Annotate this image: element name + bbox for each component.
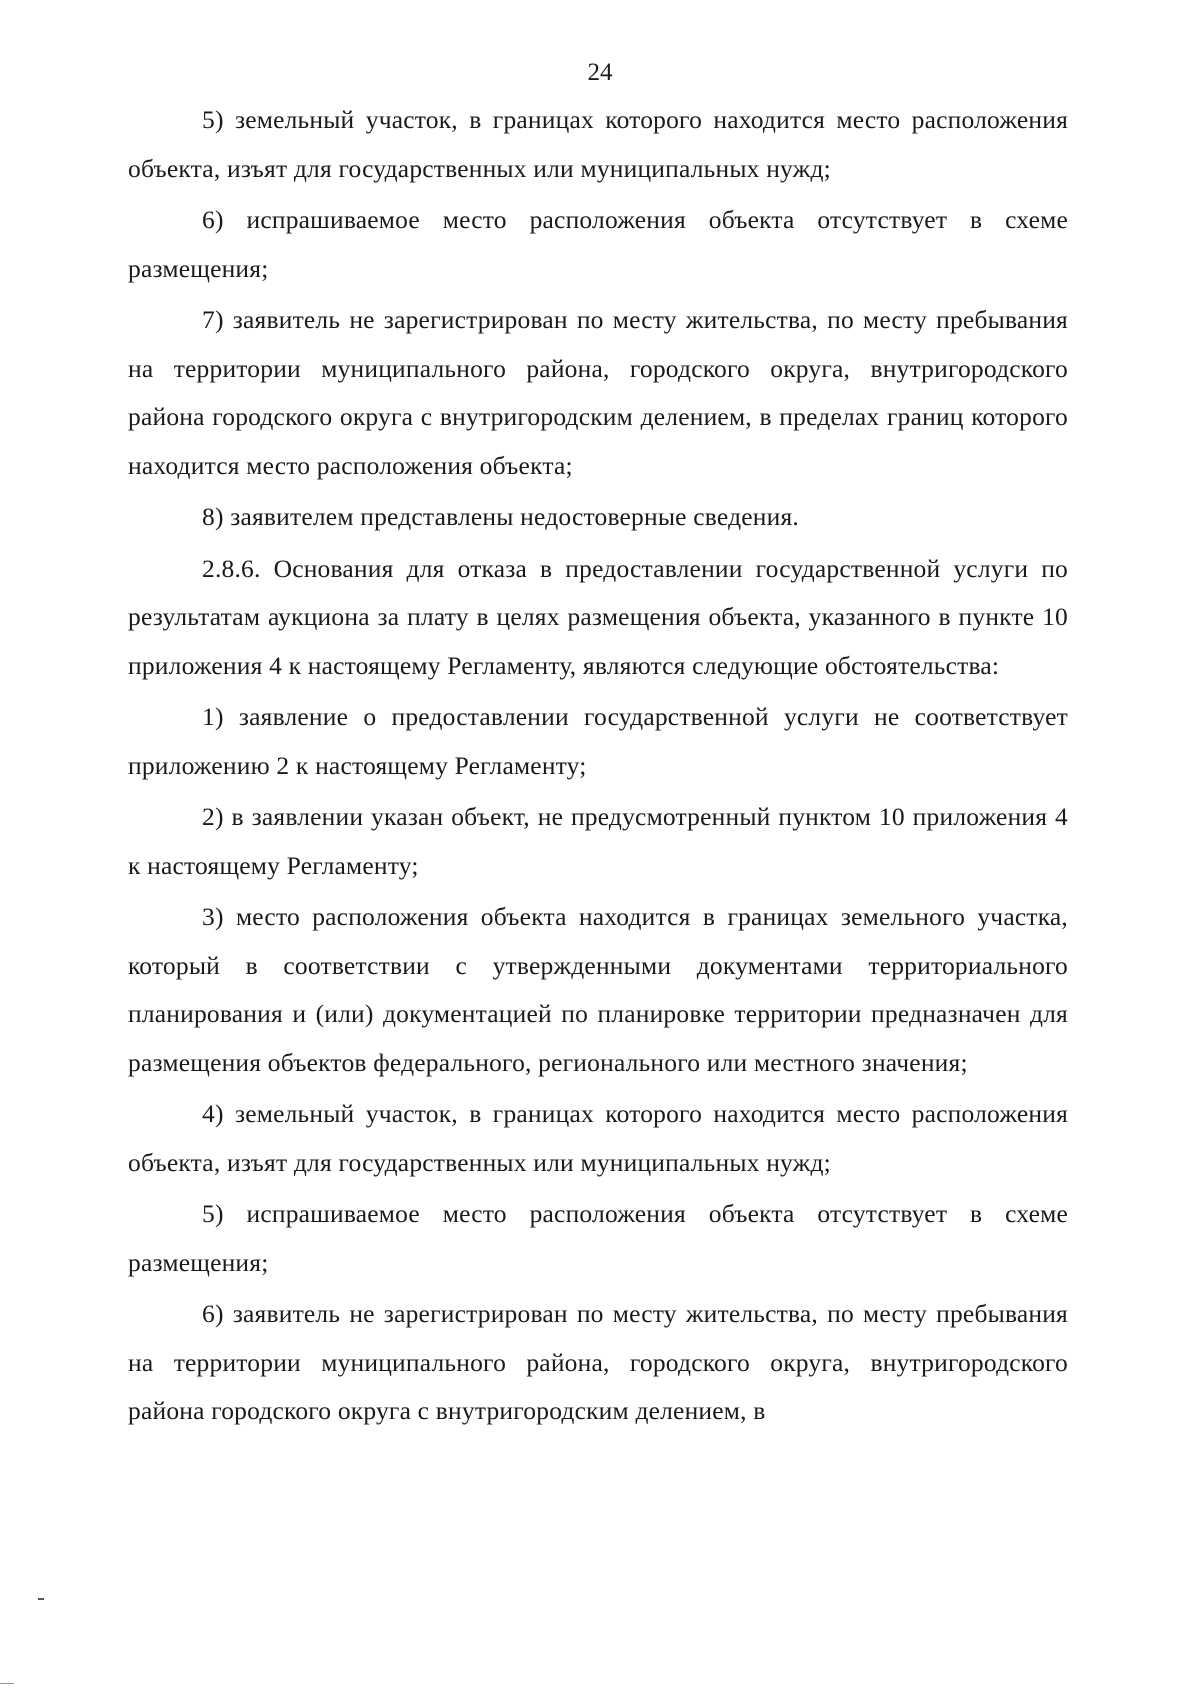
paragraph-item-1-application-mismatch: 1) заявление о предоставлении государственной услуги не соответствует приложению 2 к настоящему Регламенту;: [128, 702, 1068, 780]
paragraph-item-3-federal-objects: 3) место расположения объекта находится в границах земельного участка, который в соответствии с утвержденными документами территориального планирования и (или) документацией по планировке территории предназначен для размещения объектов федерального, регионального или местного значения;: [128, 902, 1068, 1077]
document-body: [128, 96, 1068, 1439]
scan-artifact-edge: [0, 1683, 14, 1684]
paragraph-item-5-land-seized: 5) земельный участок, в границах которого находится место расположения объекта, изъят для государственных или муниципальных нужд;: [128, 105, 1068, 183]
paragraph-item-2-object-not-provided: 2) в заявлении указан объект, не предусмотренный пунктом 10 приложения 4 к настоящему Регламенту;: [128, 802, 1068, 880]
page-number: 24: [587, 59, 613, 86]
paragraph-item-4-land-seized: 4) земельный участок, в границах которого находится место расположения объекта, изъят для государственных или муниципальных нужд;: [128, 1099, 1068, 1177]
paragraph-item-5-not-in-scheme: 5) испрашиваемое место расположения объекта отсутствует в схеме размещения;: [128, 1199, 1068, 1277]
paragraph-item-7-not-registered: 7) заявитель не зарегистрирован по месту жительства, по месту пребывания на территории муниципального района, городского округа, внутригородского района городского округа с внутригородским делением, в пределах границ которого находится место расположения объекта;: [128, 305, 1068, 480]
paragraph-section-2-8-6: 2.8.6. Основания для отказа в предоставлении государственной услуги по результатам аукциона за плату в целях размещения объекта, указанного в пункте 10 приложения 4 к настоящему Регламенту, являются следующие обстоятельства:: [128, 553, 1068, 680]
paragraph-item-6-not-registered: 6) заявитель не зарегистрирован по месту жительства, по месту пребывания на территории муниципального района, городского округа, внутригородского района городского округа с внутригородским делением, в: [128, 1299, 1068, 1425]
paragraph-item-8-false-info: 8) заявителем представлены недостоверные сведения.: [202, 502, 799, 531]
scan-artifact-mark: [38, 1598, 44, 1600]
paragraph-item-6-not-in-scheme: 6) испрашиваемое место расположения объекта отсутствует в схеме размещения;: [128, 205, 1068, 283]
